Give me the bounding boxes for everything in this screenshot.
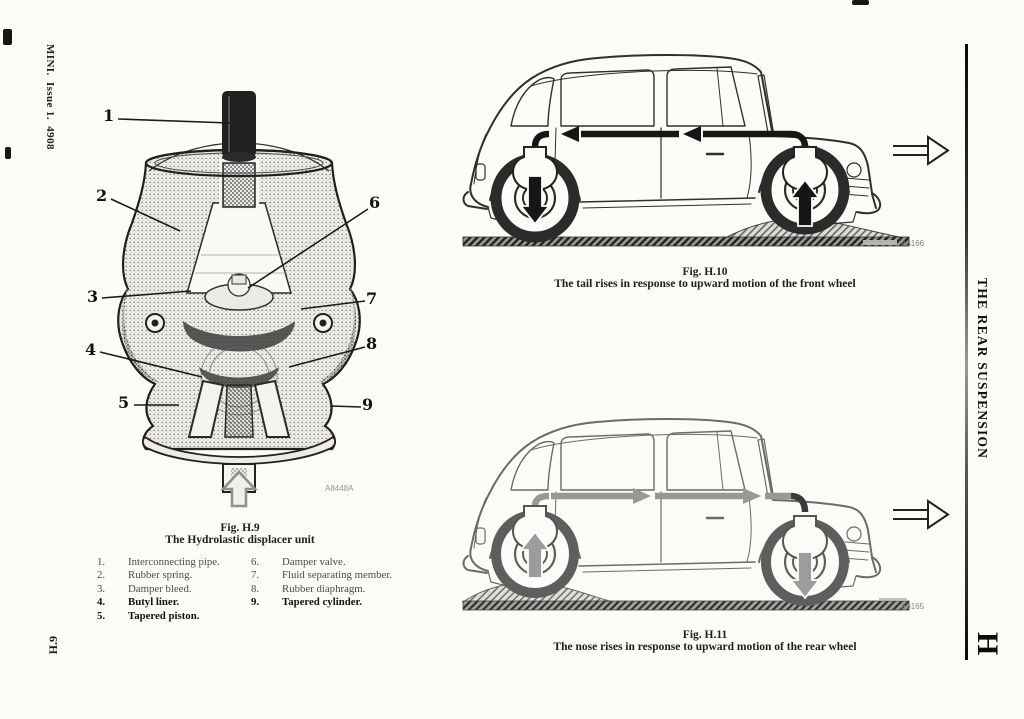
callout-2: 2 <box>96 186 108 205</box>
legend-item: 2. Rubber spring. <box>97 569 193 582</box>
direction-arrow-icon <box>893 501 948 528</box>
callout-1: 1 <box>103 106 115 125</box>
callout-4: 4 <box>85 340 97 359</box>
section-rule <box>965 44 968 660</box>
callout-3: 3 <box>87 287 99 306</box>
scan-artifact <box>852 0 869 5</box>
interconnecting-pipe <box>222 91 256 157</box>
plate-code: A8448A <box>325 484 354 493</box>
fig-h11-subtitle: The nose rises in response to upward motion of the rear wheel <box>553 641 857 653</box>
fluid-pipe <box>535 488 805 512</box>
legend-item: 4. Butyl liner. <box>97 596 180 609</box>
legend-item: 9. Tapered cylinder. <box>251 596 362 609</box>
fig-h10-subtitle: The tail rises in response to upward motion of the front wheel <box>554 278 856 290</box>
legend-item: 8. Rubber diaphragm. <box>251 582 366 595</box>
callout-6: 6 <box>369 193 381 212</box>
scan-artifact <box>5 147 11 159</box>
displacer-unit-drawing <box>85 85 405 510</box>
fluid-pipe <box>535 126 805 147</box>
direction-arrow-icon <box>893 137 948 164</box>
fig-h10-title: Fig. H.10 <box>682 266 728 278</box>
fig-h9-subtitle: The Hydrolastic displacer unit <box>165 534 315 546</box>
car-front-bump-drawing <box>455 46 955 256</box>
plate-code: A6165 <box>901 602 925 611</box>
legend-item: 3. Damper bleed. <box>97 582 192 595</box>
callout-9: 9 <box>362 395 374 414</box>
legend-item: 1. Interconnecting pipe. <box>97 556 220 568</box>
damper-valve-cage <box>223 163 255 207</box>
ground-line <box>463 601 909 610</box>
legend-item: 7. Fluid separating member. <box>251 569 393 582</box>
legend-item: 6. Damper valve. <box>251 556 346 568</box>
fig-h10-caption <box>455 266 955 290</box>
fig-h9-illustration <box>85 85 405 510</box>
fig-h11-title: Fig. H.11 <box>682 629 728 641</box>
callout-7: 7 <box>366 289 378 308</box>
scan-artifact <box>3 29 12 45</box>
edition-header: MINI. Issue 1. 4908 <box>44 44 56 150</box>
flow-arrow-right-icon <box>743 488 761 504</box>
fig-h9-caption <box>85 522 395 546</box>
fig-h11-illustration <box>455 410 955 620</box>
callout-8: 8 <box>366 334 378 353</box>
section-letter: H <box>971 632 1004 656</box>
page-number: H.9 <box>46 636 60 655</box>
fig-h10-illustration <box>455 46 955 256</box>
flow-arrow-left-icon <box>683 126 701 142</box>
fig-h9-title: Fig. H.9 <box>220 522 260 534</box>
flow-arrow-left-icon <box>561 126 579 142</box>
plate-code: A6166 <box>901 239 925 248</box>
legend-item: 5. Tapered piston. <box>97 609 200 622</box>
car-rear-bump-drawing <box>455 410 955 620</box>
section-title: THE REAR SUSPENSION <box>975 278 990 460</box>
fig-h11-caption <box>455 629 955 653</box>
callout-5: 5 <box>118 393 130 412</box>
